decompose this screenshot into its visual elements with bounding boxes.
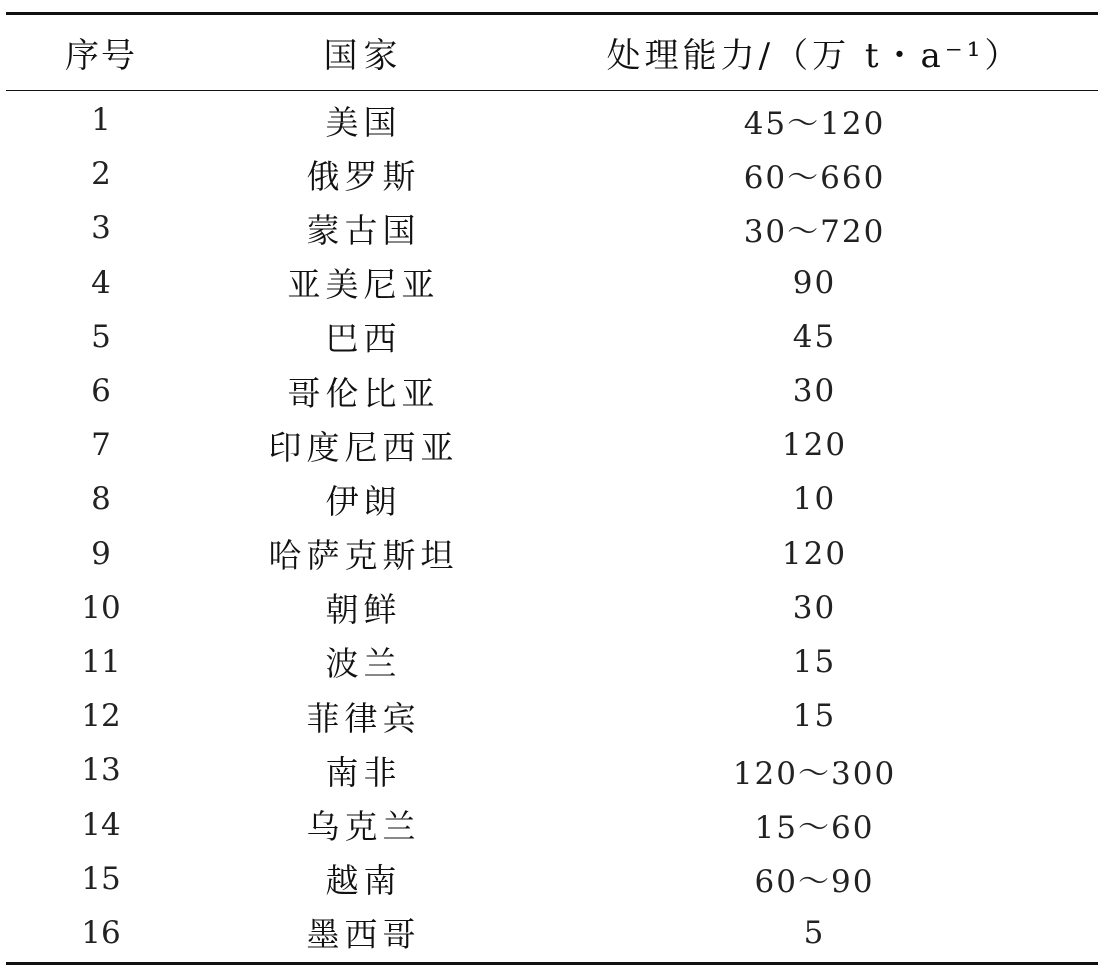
cell-country: 印度尼西亚 [268,427,459,467]
cell-capacity: 5 [803,914,826,951]
cell-country: 美国 [325,102,402,142]
table-row [6,635,1098,689]
header-capacity: 处理能力/（万 t・a⁻¹） [606,36,1023,76]
cell-capacity: 120～300 [732,755,897,792]
cell-capacity: 120 [781,535,848,572]
cell-country: 南非 [325,752,402,792]
table-row [6,689,1098,743]
cell-no: 4 [91,264,111,301]
table-row [6,364,1098,418]
cell-no: 7 [91,427,111,464]
cell-capacity: 30～720 [743,213,886,250]
cell-country: 菲律宾 [306,698,421,738]
cell-no: 8 [91,481,111,518]
cell-country: 哥伦比亚 [287,373,440,413]
cell-no: 10 [81,589,121,626]
cell-capacity: 45 [792,318,837,355]
table-row [6,147,1098,201]
cell-country: 亚美尼亚 [287,265,440,305]
cell-no: 3 [91,210,111,247]
table-row [6,93,1098,147]
cell-capacity: 60～660 [743,159,886,196]
cell-no: 6 [91,373,111,410]
table-row [6,310,1098,364]
table-row [6,201,1098,255]
cell-no: 1 [91,102,111,139]
cell-country: 朝鲜 [325,590,402,630]
header-no: 序号 [65,36,137,76]
table-header-row [6,15,1098,90]
cell-no: 9 [91,535,111,572]
cell-capacity: 60～90 [754,864,875,901]
table-row [6,743,1098,797]
cell-no: 15 [81,860,121,897]
capacity-table [6,12,1098,965]
cell-country: 伊朗 [325,481,402,521]
cell-country: 墨西哥 [306,915,421,955]
cell-capacity: 15～60 [754,810,875,847]
cell-country: 乌克兰 [306,807,421,847]
cell-country: 蒙古国 [306,210,421,250]
cell-capacity: 30 [792,373,837,410]
table-row [6,527,1098,581]
table-row [6,472,1098,526]
cell-no: 11 [81,643,121,680]
table-row [6,797,1098,851]
cell-capacity: 15 [792,698,837,735]
cell-no: 13 [81,752,121,789]
cell-capacity: 15 [792,643,837,680]
table-row [6,581,1098,635]
cell-capacity: 10 [792,481,837,518]
cell-country: 波兰 [325,644,402,684]
cell-no: 14 [81,806,121,843]
cell-no: 5 [91,318,111,355]
cell-capacity: 45～120 [743,105,886,142]
cell-country: 哈萨克斯坦 [268,536,459,576]
table-row [6,256,1098,310]
cell-no: 16 [81,914,121,951]
cell-capacity: 90 [792,264,837,301]
cell-no: 2 [91,156,111,193]
cell-country: 巴西 [325,319,402,359]
cell-country: 俄罗斯 [306,156,421,196]
cell-no: 12 [81,698,121,735]
table-row [6,906,1098,960]
cell-capacity: 30 [792,589,837,626]
table-row [6,852,1098,906]
table-row [6,418,1098,472]
table-body [6,91,1098,962]
table-bottom-rule [6,962,1098,965]
cell-country: 越南 [325,861,402,901]
header-country: 国家 [323,36,404,76]
cell-capacity: 120 [781,427,848,464]
